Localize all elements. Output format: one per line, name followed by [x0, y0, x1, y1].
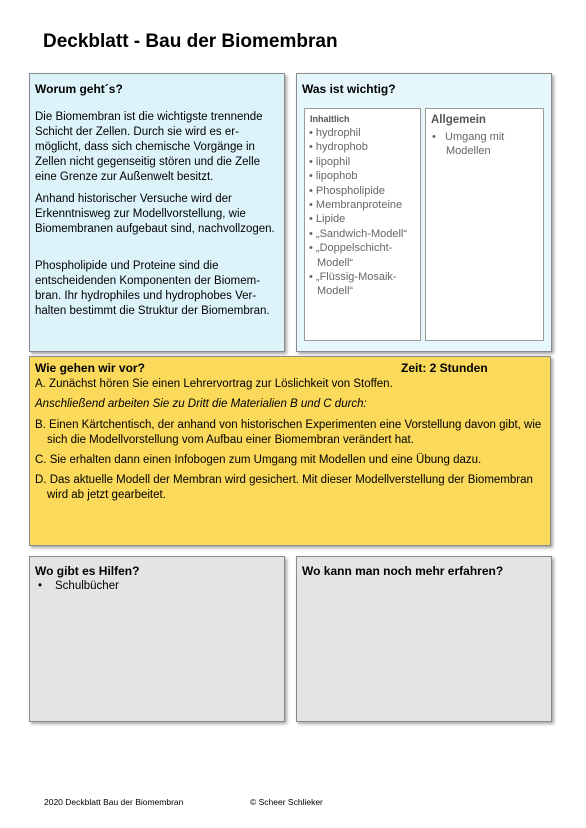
list-item: • lipophob [309, 170, 358, 183]
list-item: • Lipide [309, 213, 346, 226]
zeit-label: Zeit: 2 Stunden [401, 361, 488, 375]
list-item: • „Sandwich-Modell“ [309, 227, 408, 240]
footer-right: © Scheer Schlieker [250, 797, 323, 807]
list-item: • hydrophob [309, 141, 368, 154]
list-item: • lipophil [309, 155, 351, 168]
list-item: • hydrophil [309, 127, 361, 139]
vorgehen-box [29, 356, 551, 546]
hilfen-list [35, 580, 119, 592]
worum-paragraph-3: Phospholipide und Proteine sind die entscheidenden Komponenten der Biomembran. Ihr hydrophiles und hydrophobes Verhalten bestimmt die Struktur der Biomembran. [35, 260, 270, 317]
allgemein-list [430, 130, 540, 159]
step-a: A. Zunächst hören Sie einen Lehrervortrag zur Löslichkeit von Stoffen. [35, 378, 393, 390]
step-intro: Anschließend arbeiten Sie zu Dritt die Materialien B und C durch: [35, 398, 367, 410]
step-d: D. Das aktuelle Modell der Membran wird gesichert. Mit dieser Modellverstellung der Biomembran wird ab jetzt gearbeitet. [35, 474, 533, 501]
hilfen-box [29, 556, 285, 722]
inhaltlich-panel [304, 108, 421, 341]
step-b: B. Einen Kärtchentisch, der anhand von historischen Experimenten eine Vorstellung davon gibt, wie sich die Modellvorstellung vom Aufbau einer Biomembran verändert hat. [35, 419, 542, 446]
allgemein-panel [425, 108, 544, 341]
footer-left: 2020 Deckblatt Bau der Biomembran [44, 797, 184, 807]
wichtig-box [296, 73, 552, 352]
inhaltlich-list [307, 126, 420, 299]
list-item: • „Flüssig-Mosaik-Modell“ [309, 271, 397, 298]
list-item: • Schulbücher [35, 580, 119, 592]
list-item: • Umgang mit Modellen [432, 131, 505, 158]
mehr-box [296, 556, 552, 722]
list-item: • Membranproteine [309, 199, 403, 212]
worum-paragraph-2: Anhand historischer Versuche wird der Erkenntnisweg zur Modellvorstellung, wie Biomembranen aufgebaut sind, nachvollzogen. [35, 193, 275, 235]
worum-paragraph-1: Die Biomembran ist die wichtigste trennende Schicht der Zellen. Durch sie wird es ermöglicht, dass sich chemische Vorgänge in Zellen nicht gegenseitig stören und die Zelle eine Grenze zur Außenwelt besitzt. [35, 111, 263, 183]
wichtig-heading: Was ist wichtig? [302, 82, 396, 96]
vorgehen-heading: Wie gehen wir vor? [35, 361, 145, 375]
worum-box [29, 73, 285, 352]
step-c: C. Sie erhalten dann einen Infobogen zum Umgang mit Modellen und eine Übung dazu. [35, 454, 482, 466]
inhaltlich-heading: Inhaltlich [310, 114, 350, 124]
page-title: Deckblatt - Bau der Biomembran [43, 31, 338, 52]
list-item: • „Doppelschicht-Modell“ [309, 242, 393, 269]
allgemein-heading: Allgemein [431, 114, 486, 126]
worum-heading: Worum geht´s? [35, 82, 123, 96]
mehr-heading: Wo kann man noch mehr erfahren? [302, 564, 504, 578]
hilfen-heading: Wo gibt es Hilfen? [35, 564, 140, 578]
list-item: • Phospholipide [309, 184, 386, 197]
